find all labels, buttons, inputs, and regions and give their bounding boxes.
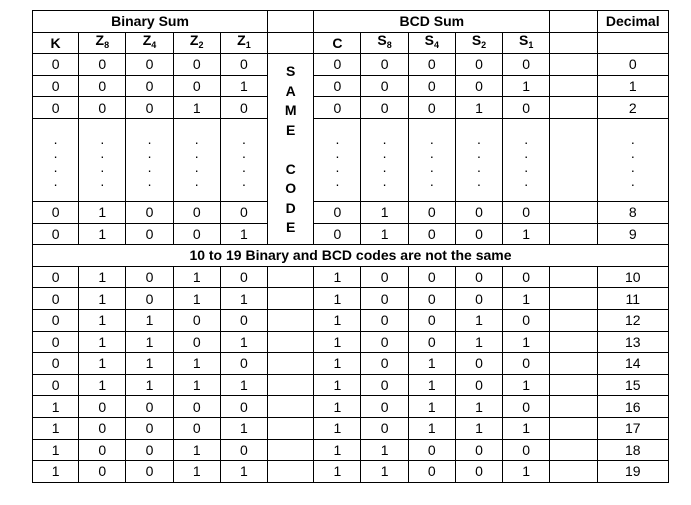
bcd-value-cell: 1 (314, 331, 361, 353)
binary-value-cell: 1 (173, 439, 220, 461)
bcd-value-cell: 1 (503, 331, 550, 353)
bcd-value-cell: 0 (361, 309, 408, 331)
binary-value-cell: 1 (126, 331, 173, 353)
binary-value-cell: 1 (173, 266, 220, 288)
banner-text: 10 to 19 Binary and BCD codes are not the same (33, 245, 669, 267)
binary-col-header-subscript: 1 (245, 40, 251, 51)
bcd-value-cell: 1 (503, 417, 550, 439)
binary-value-cell: 0 (126, 201, 173, 223)
binary-value-cell: 0 (126, 417, 173, 439)
ellipsis-row (33, 118, 669, 201)
spacer-cell (268, 331, 314, 353)
binary-value-cell: 0 (33, 223, 79, 245)
binary-value-cell: 0 (220, 201, 267, 223)
bcd-value-cell: 1 (361, 223, 408, 245)
binary-value-cell: 0 (173, 201, 220, 223)
same-code-letter: C (285, 160, 296, 177)
binary-value-cell: 1 (220, 288, 267, 310)
binary-value-cell: 0 (33, 374, 79, 396)
decimal-value-cell: 19 (597, 461, 668, 483)
bcd-value-cell: 1 (314, 374, 361, 396)
decimal-value-cell: 1 (597, 75, 668, 97)
binary-value-cell: 0 (33, 353, 79, 375)
spacer-cell (268, 374, 314, 396)
binary-value-cell: 1 (33, 417, 79, 439)
spacer-cell (268, 266, 314, 288)
binary-col-header-subscript: 2 (198, 40, 204, 51)
bcd-value-cell: 1 (503, 374, 550, 396)
table-row (33, 331, 669, 353)
binary-value-cell: 0 (126, 54, 173, 76)
bcd-col-header-label: S (519, 32, 529, 49)
binary-col-header (173, 32, 220, 54)
spacer-cell (268, 461, 314, 483)
spacer-cell (550, 266, 597, 288)
binary-value-cell: 0 (173, 223, 220, 245)
bcd-col-header-subscript: 1 (528, 40, 534, 51)
binary-value-cell: 1 (79, 353, 126, 375)
spacer-cell (550, 331, 597, 353)
binary-value-cell: 0 (79, 97, 126, 119)
binary-value-cell: 0 (126, 97, 173, 119)
binary-value-cell: 1 (33, 396, 79, 418)
binary-value-cell: 1 (220, 331, 267, 353)
bcd-value-cell: 0 (314, 201, 361, 223)
spacer-cell (268, 11, 314, 33)
decimal-value-cell: 8 (597, 201, 668, 223)
binary-value-cell: 1 (173, 97, 220, 119)
spacer-cell (550, 75, 597, 97)
spacer-cell (550, 118, 597, 201)
decimal-value-cell: 10 (597, 266, 668, 288)
bcd-col-header (314, 32, 361, 54)
binary-value-cell: 0 (33, 331, 79, 353)
spacer-cell (268, 396, 314, 418)
bcd-value-cell: 0 (408, 201, 455, 223)
table-row (33, 54, 669, 76)
table-row (33, 417, 669, 439)
table-row (33, 266, 669, 288)
spacer-cell (550, 353, 597, 375)
bcd-value-cell: 1 (314, 266, 361, 288)
bcd-value-cell: 0 (361, 288, 408, 310)
spacer-cell (550, 223, 597, 245)
ellipsis-cell: . . . . (79, 118, 126, 201)
bcd-value-cell: 0 (408, 288, 455, 310)
binary-value-cell: 0 (79, 396, 126, 418)
bcd-value-cell: 0 (408, 266, 455, 288)
bcd-value-cell: 0 (408, 75, 455, 97)
bcd-value-cell: 0 (503, 97, 550, 119)
spacer-cell (268, 32, 314, 54)
bcd-value-cell: 1 (408, 374, 455, 396)
same-code-cell (268, 54, 314, 245)
binary-value-cell: 0 (33, 97, 79, 119)
same-code-letter: M (284, 102, 297, 119)
ellipsis-cell: . . . . (503, 118, 550, 201)
bcd-value-cell: 0 (314, 54, 361, 76)
binary-value-cell: 0 (33, 201, 79, 223)
decimal-value-cell: 11 (597, 288, 668, 310)
bcd-value-cell: 0 (455, 353, 502, 375)
binary-col-header (220, 32, 267, 54)
same-code-letter: D (285, 199, 296, 216)
bcd-sum-header: BCD Sum (314, 11, 550, 33)
decimal-value-cell: 2 (597, 97, 668, 119)
decimal-header: Decimal (597, 11, 668, 33)
bcd-value-cell: 0 (408, 223, 455, 245)
bcd-value-cell: 0 (361, 54, 408, 76)
table-row (33, 461, 669, 483)
spacer-cell (550, 439, 597, 461)
bcd-value-cell: 1 (314, 439, 361, 461)
bcd-col-header-subscript: 2 (481, 40, 487, 51)
bcd-value-cell: 1 (361, 439, 408, 461)
bcd-value-cell: 0 (455, 461, 502, 483)
bcd-value-cell: 0 (408, 461, 455, 483)
table-row (33, 288, 669, 310)
binary-value-cell: 1 (126, 309, 173, 331)
binary-value-cell: 0 (173, 396, 220, 418)
decimal-value-cell: 17 (597, 417, 668, 439)
table-body (33, 11, 669, 483)
bcd-value-cell: 0 (503, 309, 550, 331)
bcd-value-cell: 1 (314, 417, 361, 439)
bcd-value-cell: 1 (455, 309, 502, 331)
binary-value-cell: 0 (126, 75, 173, 97)
binary-value-cell: 1 (79, 374, 126, 396)
binary-value-cell: 0 (79, 75, 126, 97)
binary-col-header-subscript: 4 (151, 40, 157, 51)
binary-value-cell: 1 (220, 461, 267, 483)
bcd-value-cell: 1 (314, 309, 361, 331)
binary-value-cell: 0 (33, 75, 79, 97)
bcd-value-cell: 1 (361, 201, 408, 223)
table-row (33, 374, 669, 396)
bcd-value-cell: 0 (503, 353, 550, 375)
decimal-value-cell: 9 (597, 223, 668, 245)
decimal-value-cell: 0 (597, 54, 668, 76)
ellipsis-cell: . . . . (126, 118, 173, 201)
binary-value-cell: 0 (220, 396, 267, 418)
bcd-value-cell: 0 (455, 54, 502, 76)
binary-value-cell: 1 (79, 223, 126, 245)
binary-value-cell: 0 (220, 309, 267, 331)
bcd-value-cell: 0 (455, 201, 502, 223)
bcd-value-cell: 0 (314, 223, 361, 245)
spacer-cell (550, 374, 597, 396)
decimal-value-cell: 14 (597, 353, 668, 375)
spacer-cell (597, 32, 668, 54)
binary-value-cell: 0 (220, 266, 267, 288)
bcd-value-cell: 0 (455, 75, 502, 97)
binary-value-cell: 0 (126, 223, 173, 245)
table-row (33, 75, 669, 97)
same-code-letter: E (286, 219, 296, 236)
binary-value-cell: 0 (220, 54, 267, 76)
spacer-cell (550, 309, 597, 331)
ellipsis-cell: . . . . (220, 118, 267, 201)
binary-col-header-label: K (50, 34, 61, 51)
binary-value-cell: 1 (33, 439, 79, 461)
bcd-col-header-label: S (424, 32, 434, 49)
spacer-cell (268, 353, 314, 375)
binary-value-cell: 1 (173, 374, 220, 396)
same-code-letter: O (285, 180, 297, 197)
bcd-value-cell: 0 (361, 417, 408, 439)
bcd-value-cell: 0 (503, 266, 550, 288)
bcd-col-header (408, 32, 455, 54)
bcd-value-cell: 0 (314, 75, 361, 97)
spacer-cell (550, 417, 597, 439)
bcd-value-cell: 1 (455, 331, 502, 353)
bcd-value-cell: 1 (408, 417, 455, 439)
bcd-value-cell: 1 (455, 396, 502, 418)
spacer-cell (550, 461, 597, 483)
bcd-value-cell: 0 (361, 396, 408, 418)
decimal-value-cell: 12 (597, 309, 668, 331)
bcd-value-cell: 1 (314, 396, 361, 418)
same-code-letter: A (285, 82, 296, 99)
bcd-value-cell: 0 (408, 54, 455, 76)
binary-value-cell: 0 (220, 439, 267, 461)
bcd-col-header-label: S (471, 32, 482, 49)
binary-value-cell: 1 (173, 288, 220, 310)
bcd-value-cell: 0 (503, 396, 550, 418)
bcd-value-cell: 0 (408, 97, 455, 119)
bcd-value-cell: 0 (314, 97, 361, 119)
spacer-cell (550, 288, 597, 310)
binary-value-cell: 0 (79, 54, 126, 76)
column-header-row (33, 32, 669, 54)
same-code-letter: E (286, 121, 296, 138)
bcd-col-header-subscript: 8 (386, 40, 392, 51)
bcd-value-cell: 0 (361, 75, 408, 97)
binary-value-cell: 1 (79, 288, 126, 310)
binary-col-header-subscript: 8 (104, 40, 110, 51)
same-code-letter: S (286, 63, 296, 80)
binary-value-cell: 0 (173, 75, 220, 97)
binary-col-header-label: Z (189, 32, 199, 49)
binary-value-cell: 0 (173, 309, 220, 331)
bcd-value-cell: 0 (408, 331, 455, 353)
binary-col-header (33, 32, 79, 54)
spacer-cell (550, 54, 597, 76)
ellipsis-cell: . . . . (597, 118, 668, 201)
table-row (33, 309, 669, 331)
bcd-col-header-subscript: 4 (433, 40, 439, 51)
table-row (33, 353, 669, 375)
binary-value-cell: 1 (79, 309, 126, 331)
spacer-cell (550, 396, 597, 418)
bcd-value-cell: 0 (503, 201, 550, 223)
table-row (33, 396, 669, 418)
bcd-value-cell: 1 (408, 353, 455, 375)
bcd-value-cell: 0 (361, 331, 408, 353)
bcd-value-cell: 1 (455, 417, 502, 439)
bcd-value-cell: 0 (455, 439, 502, 461)
table-row (33, 97, 669, 119)
spacer-cell (268, 309, 314, 331)
binary-value-cell: 1 (173, 353, 220, 375)
bcd-value-cell: 1 (314, 461, 361, 483)
binary-value-cell: 0 (173, 54, 220, 76)
bcd-value-cell: 1 (455, 97, 502, 119)
bcd-col-header-label: C (332, 34, 343, 51)
binary-value-cell: 0 (79, 417, 126, 439)
decimal-value-cell: 18 (597, 439, 668, 461)
binary-value-cell: 1 (33, 461, 79, 483)
ellipsis-cell: . . . . (455, 118, 502, 201)
binary-value-cell: 0 (126, 288, 173, 310)
binary-value-cell: 0 (220, 353, 267, 375)
binary-value-cell: 1 (126, 353, 173, 375)
binary-value-cell: 0 (220, 97, 267, 119)
binary-value-cell: 0 (126, 461, 173, 483)
bcd-value-cell: 1 (503, 75, 550, 97)
spacer-cell (550, 11, 597, 33)
bcd-value-cell: 0 (503, 54, 550, 76)
binary-value-cell: 0 (173, 417, 220, 439)
spacer-cell (550, 97, 597, 119)
binary-value-cell: 0 (33, 54, 79, 76)
bcd-value-cell: 0 (455, 266, 502, 288)
bcd-col-header (455, 32, 502, 54)
binary-col-header-label: Z (95, 32, 105, 49)
binary-value-cell: 1 (220, 223, 267, 245)
spacer-cell (550, 201, 597, 223)
ellipsis-cell: . . . . (314, 118, 361, 201)
bcd-value-cell: 1 (503, 288, 550, 310)
binary-col-header (126, 32, 173, 54)
bcd-col-header (361, 32, 408, 54)
spacer-cell (268, 439, 314, 461)
binary-value-cell: 0 (33, 266, 79, 288)
table-row (33, 201, 669, 223)
banner-row (33, 245, 669, 267)
bcd-value-cell: 1 (503, 461, 550, 483)
spacer-cell (268, 288, 314, 310)
bcd-value-cell: 0 (455, 288, 502, 310)
ellipsis-cell: . . . . (408, 118, 455, 201)
binary-value-cell: 1 (126, 374, 173, 396)
binary-col-header-label: Z (237, 32, 246, 49)
bcd-col-header (503, 32, 550, 54)
same-code-label (268, 60, 313, 238)
bcd-value-cell: 0 (503, 439, 550, 461)
binary-value-cell: 0 (33, 288, 79, 310)
bcd-col-header-label: S (377, 32, 387, 49)
binary-value-cell: 0 (126, 396, 173, 418)
spacer-cell (550, 32, 597, 54)
bcd-value-cell: 0 (455, 223, 502, 245)
bcd-value-cell: 0 (455, 374, 502, 396)
binary-value-cell: 1 (220, 417, 267, 439)
binary-bcd-conversion-table (32, 10, 669, 483)
ellipsis-cell: . . . . (33, 118, 79, 201)
bcd-value-cell: 0 (361, 97, 408, 119)
binary-col-header (79, 32, 126, 54)
bcd-value-cell: 1 (314, 288, 361, 310)
binary-value-cell: 1 (220, 75, 267, 97)
binary-value-cell: 0 (126, 439, 173, 461)
decimal-value-cell: 13 (597, 331, 668, 353)
binary-value-cell: 1 (220, 374, 267, 396)
decimal-value-cell: 16 (597, 396, 668, 418)
bcd-value-cell: 1 (408, 396, 455, 418)
binary-value-cell: 0 (79, 461, 126, 483)
binary-value-cell: 0 (79, 439, 126, 461)
binary-sum-header: Binary Sum (33, 11, 268, 33)
bcd-value-cell: 0 (408, 439, 455, 461)
bcd-value-cell: 1 (503, 223, 550, 245)
group-header-row (33, 11, 669, 33)
binary-value-cell: 1 (79, 331, 126, 353)
binary-value-cell: 1 (173, 461, 220, 483)
ellipsis-cell: . . . . (361, 118, 408, 201)
binary-value-cell: 0 (126, 266, 173, 288)
table-row (33, 223, 669, 245)
binary-value-cell: 1 (79, 201, 126, 223)
bcd-value-cell: 1 (361, 461, 408, 483)
binary-value-cell: 0 (173, 331, 220, 353)
bcd-value-cell: 0 (361, 374, 408, 396)
binary-value-cell: 0 (33, 309, 79, 331)
bcd-value-cell: 0 (361, 353, 408, 375)
table-row (33, 439, 669, 461)
spacer-cell (268, 417, 314, 439)
binary-value-cell: 1 (79, 266, 126, 288)
bcd-value-cell: 0 (408, 309, 455, 331)
bcd-value-cell: 0 (361, 266, 408, 288)
ellipsis-cell: . . . . (173, 118, 220, 201)
bcd-value-cell: 1 (314, 353, 361, 375)
binary-col-header-label: Z (142, 32, 152, 49)
decimal-value-cell: 15 (597, 374, 668, 396)
